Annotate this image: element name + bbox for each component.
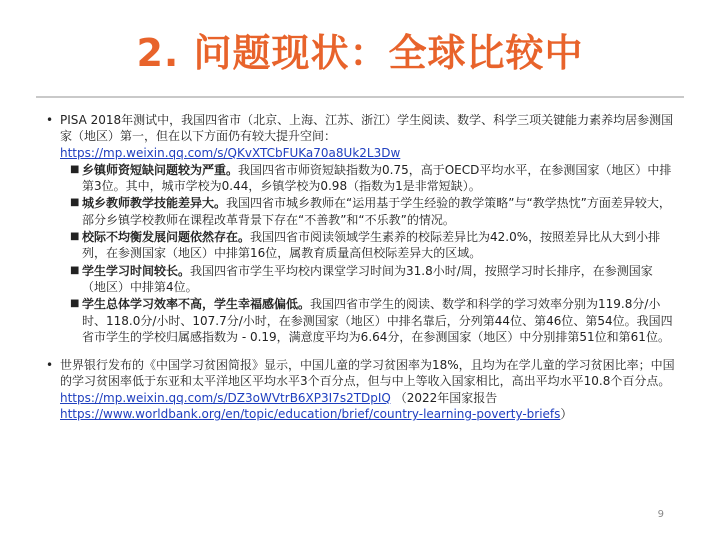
title-divider	[36, 96, 684, 98]
bullet-world-bank	[46, 357, 676, 422]
world-bank-link-brief[interactable]: https://www.worldbank.org/en/topic/education/brief/country-learning-poverty-briefs	[60, 407, 561, 422]
sub-bullet-marker: ■	[70, 197, 80, 209]
sub-bullet-text: 我国四省市学生的阅读、数学和科学的学习效率分别为119.8分/小时、118.0分/小时、107.7分/小时，在参测国家（地区）中排名靠后，分列第44位、第46位、第54位。我国四省市学生的学校归属感指数为 - 0.19，满意度平均为6.64分，在参测国家（地区）中分别排第51位和第61位。	[82, 297, 673, 344]
bullet-pisa-text: PISA 2018年测试中，我国四省市（北京、上海、江苏、浙江）学生阅读、数学、科学三项关键能力素养均居参测国家（地区）第一，但在以下方面仍有较大提升空间：	[60, 113, 674, 144]
slide-body	[46, 112, 676, 422]
link-note: （2022年国家报告	[394, 390, 498, 405]
sub-bullet-heading: 校际不均衡发展问题依然存在。	[82, 230, 251, 245]
sub-bullet-heading: 学生学习时间较长。	[82, 263, 191, 278]
sub-bullet-study-time	[46, 263, 676, 296]
sub-bullet-text: 我国四省市师资短缺指数为0.75，高于OECD平均水平，在参测国家（地区）中排第3位。其中，城市学校为0.44，乡镇学校为0.98（指数为1是非常短缺）。	[82, 162, 672, 194]
sub-bullet-heading: 乡镇师资短缺问题较为严重。	[82, 162, 239, 177]
sub-bullet-teacher-shortage	[46, 162, 676, 195]
bullet-marker: •	[46, 358, 54, 373]
page-number: 9	[657, 509, 664, 520]
pisa-source-link[interactable]: https://mp.weixin.qq.com/s/QKvXTCbFUKa70a8Uk2L3Dw	[60, 145, 401, 160]
sub-bullet-efficiency-wellbeing	[46, 296, 676, 345]
link-note-close: ）	[560, 407, 573, 422]
sub-bullet-marker: ■	[70, 163, 80, 175]
spacer	[46, 345, 676, 357]
sub-bullet-marker: ■	[70, 298, 80, 310]
bullet-pisa	[46, 112, 676, 161]
sub-bullet-teaching-skills	[46, 195, 676, 228]
sub-bullet-marker: ■	[70, 231, 80, 243]
sub-bullet-text: 我国四省市阅读领域学生素养的校际差异比为42.0%，按照差异比从大到小排列，在参测国家（地区）中排第16位，属教育质量高但校际差异大的区域。	[82, 230, 661, 261]
sub-bullet-text: 我国四省市学生平均校内课堂学习时间为31.8小时/周，按照学习时长排序，在参测国家（地区）中排第4位。	[82, 263, 653, 294]
slide-title: 2. 问题现状：全球比较中	[136, 31, 584, 75]
sub-bullet-text: 我国四省市城乡教师在“运用基于学生经验的教学策略”与“教学热忱”方面差异较大，部分乡镇学校教师在课程改革背景下存在“不善教”和“不乐教”的情况。	[82, 196, 671, 227]
world-bank-link-weixin[interactable]: https://mp.weixin.qq.com/s/DZ3oWVtrB6XP3I7s2TDpIQ	[60, 390, 391, 405]
bullet-marker: •	[46, 113, 54, 127]
bullet-world-bank-text: 世界银行发布的《中国学习贫困简报》显示，中国儿童的学习贫困率为18%，且均为在学儿童的学习贫困比率；中国的学习贫困率低于东亚和太平洋地区平均水平3个百分点，但与中上等收入国家相比，高出平均水平10.8个百分点。	[60, 358, 675, 389]
sub-bullet-heading: 学生总体学习效率不高，学生幸福感偏低。	[82, 297, 311, 312]
sub-bullet-marker: ■	[70, 264, 80, 276]
sub-bullet-school-imbalance	[46, 229, 676, 262]
sub-bullet-heading: 城乡教师教学技能差异大。	[82, 196, 227, 211]
